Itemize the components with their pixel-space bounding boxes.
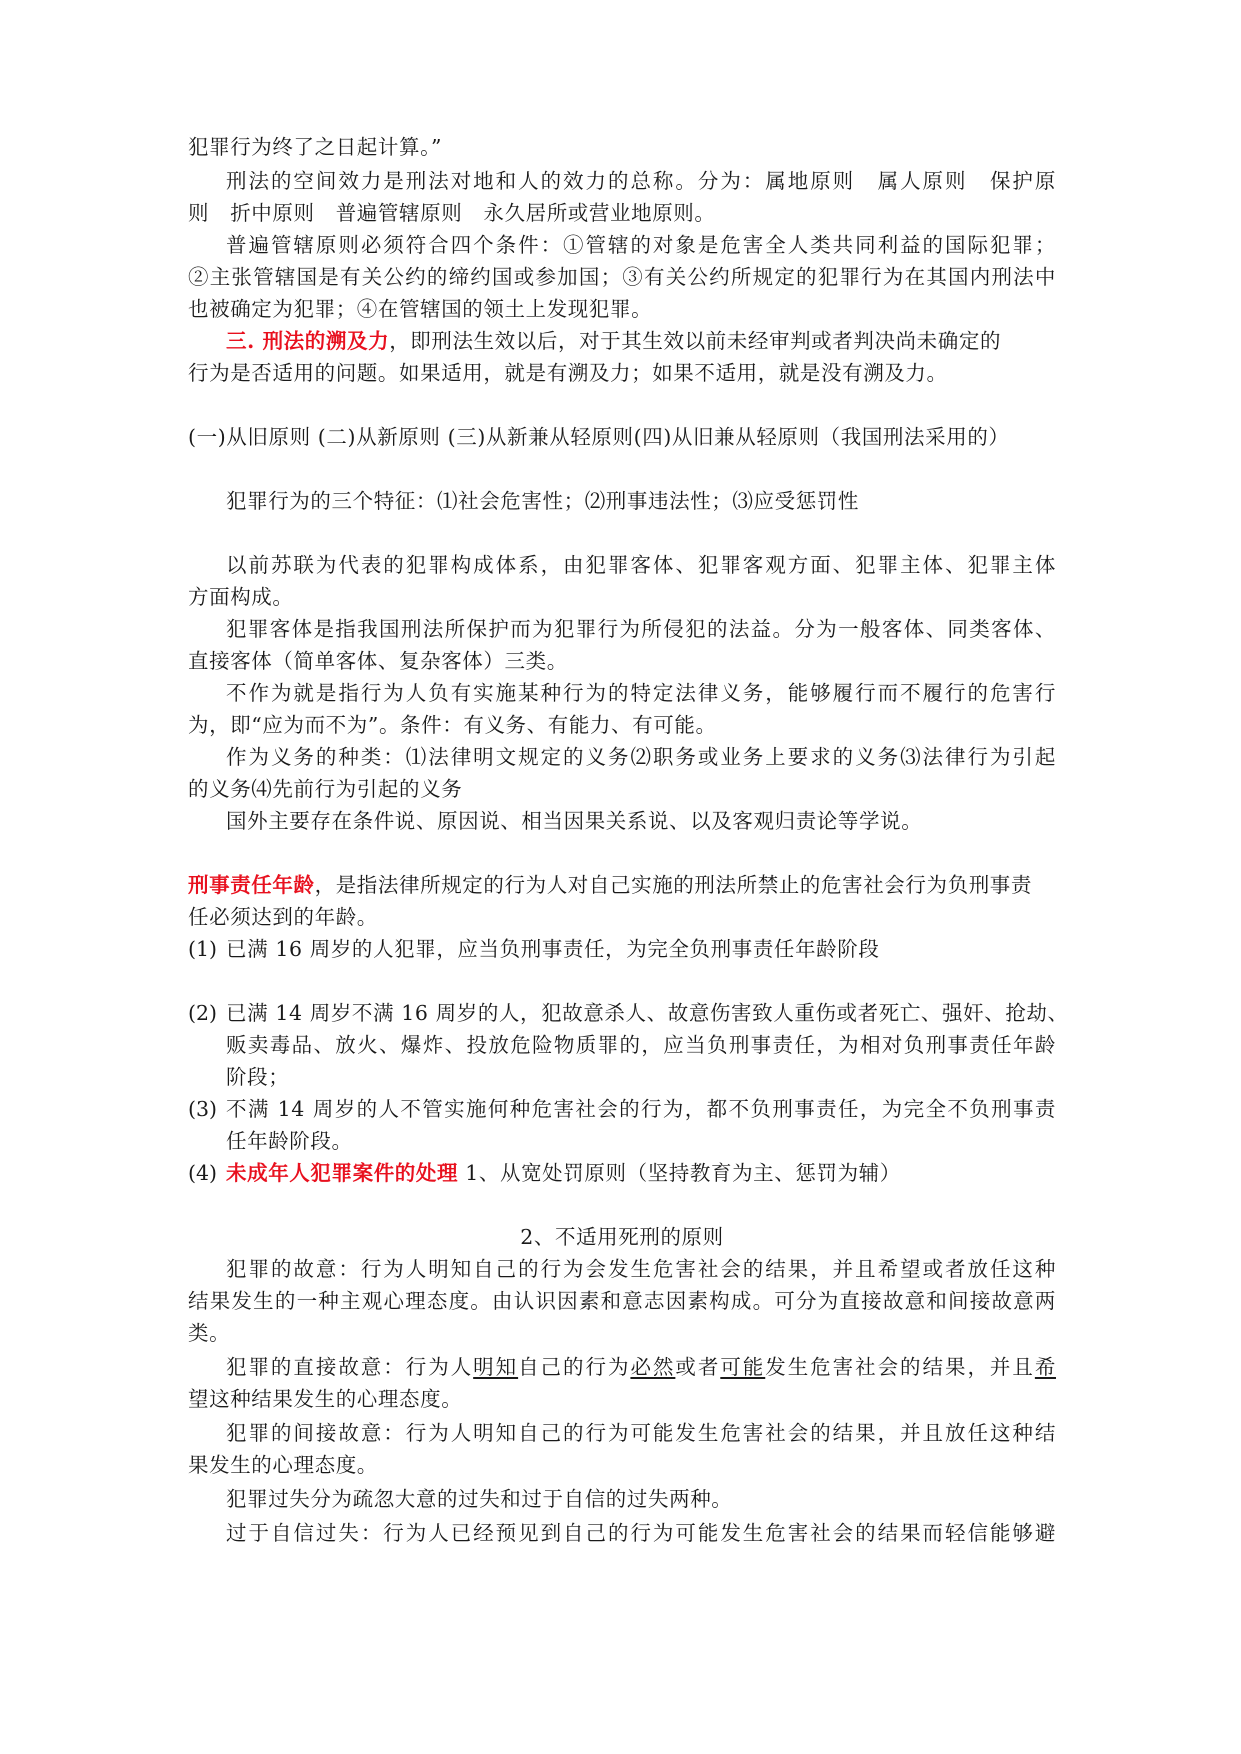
- text-line: 望这种结果发生的心理态度。: [188, 1387, 463, 1411]
- text-line: 作为义务的种类：⑴法律明文规定的义务⑵职务或业务上要求的义务⑶法律行为引起: [226, 745, 1056, 769]
- text-span: ，即刑法生效以后，对于其生效以前未经审判或者判决尚未确定的: [389, 329, 1002, 353]
- retroactivity-paragraph: [226, 324, 1056, 358]
- text-line: ②主张管辖国是有关公约的缔约国或参加国；③有关公约所规定的犯罪行为在其国内刑法中: [188, 265, 1056, 289]
- list-item: 阶段；: [226, 1065, 290, 1089]
- term-heading: 刑事责任年龄: [188, 873, 315, 897]
- list-number: (1): [188, 937, 218, 961]
- text-line: 则 折中原则 普遍管辖原则 永久居所或营业地原则。: [188, 201, 716, 225]
- text-line: 为，即“应为而不为”。条件：有义务、有能力、有可能。: [188, 713, 717, 737]
- age-paragraph: [188, 868, 1056, 902]
- underlined-term: 明知: [473, 1355, 519, 1379]
- text-line: 的义务⑷先前行为引起的义务: [188, 777, 463, 801]
- underlined-term: 必然: [630, 1355, 676, 1379]
- list-item: 已满 14 周岁不满 16 周岁的人，犯故意杀人、故意伤害致人重伤或者死亡、强奸、抢劫、: [226, 1001, 1069, 1025]
- underlined-term: 可能: [720, 1355, 766, 1379]
- list-number: (2): [188, 1001, 218, 1025]
- list-number: (3): [188, 1097, 218, 1121]
- text-line: 也被确定为犯罪；④在管辖国的领土上发现犯罪。: [188, 297, 653, 321]
- text-line: 犯罪的间接故意：行为人明知自己的行为可能发生危害社会的结果，并且放任这种结: [226, 1421, 1056, 1445]
- text-line: 方面构成。: [188, 585, 294, 609]
- text-line: 普遍管辖原则必须符合四个条件：①管辖的对象是危害全人类共同利益的国际犯罪；: [226, 233, 1056, 257]
- text-line: 国外主要存在条件说、原因说、相当因果关系说、以及客观归责论等学说。: [226, 809, 923, 833]
- list-item: 不满 14 周岁的人不管实施何种危害社会的行为，都不负刑事责任，为完全不负刑事责: [226, 1097, 1056, 1121]
- text-line: 不作为就是指行为人负有实施某种行为的特定法律义务，能够履行而不履行的危害行: [226, 681, 1056, 705]
- text-span: 自己的行为: [518, 1355, 631, 1379]
- text-line: 刑法的空间效力是刑法对地和人的效力的总称。分为：属地原则 属人原则 保护原: [226, 169, 1056, 193]
- text-span: ，是指法律所规定的行为人对自己实施的刑法所禁止的危害社会行为负刑事责: [314, 873, 1033, 897]
- text-line: 犯罪客体是指我国刑法所保护而为犯罪行为所侵犯的法益。分为一般客体、同类客体、: [226, 617, 1056, 641]
- text-span: 或者: [675, 1355, 721, 1379]
- text-line: 犯罪行为终了之日起计算。”: [188, 135, 443, 159]
- underlined-term: 希: [1034, 1355, 1056, 1379]
- list-item: 已满 16 周岁的人犯罪，应当负刑事责任，为完全负刑事责任年龄阶段: [226, 937, 880, 961]
- text-line: 以前苏联为代表的犯罪构成体系，由犯罪客体、犯罪客观方面、犯罪主体、犯罪主体: [226, 553, 1056, 577]
- text-line: 2、不适用死刑的原则: [520, 1225, 724, 1249]
- direct-intent-line: [226, 1350, 1056, 1384]
- text-line: 结果发生的一种主观心理态度。由认识因素和意志因素构成。可分为直接故意和间接故意两: [188, 1289, 1056, 1313]
- list-item: [226, 1156, 1056, 1190]
- term-heading: 未成年人犯罪案件的处理: [226, 1161, 459, 1185]
- text-line: 犯罪行为的三个特征：⑴社会危害性；⑵刑事违法性；⑶应受惩罚性: [226, 489, 859, 513]
- text-line: 犯罪过失分为疏忽大意的过失和过于自信的过失两种。: [226, 1487, 733, 1511]
- list-number: (4): [188, 1161, 218, 1185]
- text-line: 直接客体（简单客体、复杂客体）三类。: [188, 649, 568, 673]
- list-item: 任年龄阶段。: [226, 1129, 353, 1153]
- text-span: 犯罪的直接故意：行为人: [226, 1355, 474, 1379]
- text-span: 发生危害社会的结果，并且: [765, 1355, 1035, 1379]
- text-line: 任必须达到的年龄。: [188, 905, 378, 929]
- list-item: 贩卖毒品、放火、爆炸、投放危险物质罪的，应当负刑事责任，为相对负刑事责任年龄: [226, 1033, 1056, 1057]
- text-line: 过于自信过失：行为人已经预见到自己的行为可能发生危害社会的结果而轻信能够避: [226, 1521, 1056, 1545]
- section-heading: 三. 刑法的溯及力: [226, 329, 390, 353]
- text-line: 行为是否适用的问题。如果适用，就是有溯及力；如果不适用，就是没有溯及力。: [188, 361, 948, 385]
- text-line: (一)从旧原则 (二)从新原则 (三)从新兼从轻原则(四)从旧兼从轻原则（我国刑法采用的）: [188, 425, 1010, 449]
- text-line: 类。: [188, 1321, 231, 1345]
- text-line: 犯罪的故意：行为人明知自己的行为会发生危害社会的结果，并且希望或者放任这种: [226, 1257, 1056, 1281]
- text-line: 果发生的心理态度。: [188, 1453, 378, 1477]
- text-span: 1、从宽处罚原则（坚持教育为主、惩罚为辅）: [458, 1161, 901, 1185]
